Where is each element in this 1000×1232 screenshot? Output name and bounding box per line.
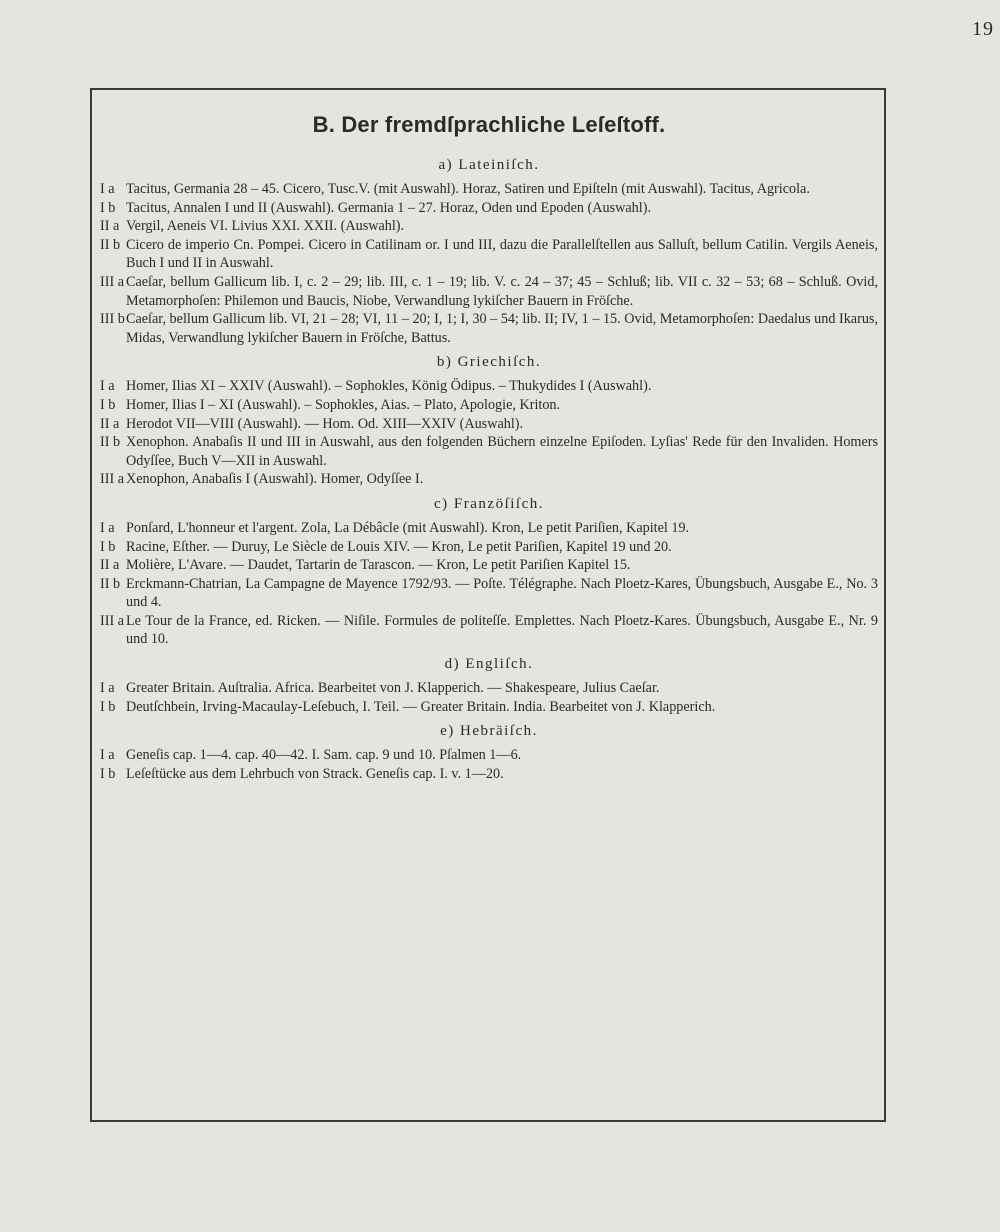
entry-grade: I b xyxy=(100,199,116,216)
entry-grade: II b xyxy=(100,575,121,592)
entry-grade: III a xyxy=(100,471,125,488)
entry-grade: II a xyxy=(100,557,120,574)
reading-entry xyxy=(100,236,878,273)
entry-text: Caeſar, bellum Gallicum lib. I, c. 2 – 29; lib. III, c. 1 – 19; lib. V. c. 24 – 37; 45 – Schluß; lib. VII c. 32 – 53; 68 – Schluß. Ovid, Metamorphoſen: Philemon und Baucis, Niobe, Verwandlung lykiſcher Bauern in Fröſche. xyxy=(126,273,878,309)
language-section xyxy=(100,721,878,783)
reading-entry xyxy=(100,180,878,199)
entry-grade: I a xyxy=(100,747,115,764)
reading-entry xyxy=(100,698,878,717)
entry-text: Geneſis cap. 1—4. cap. 40—42. I. Sam. cap. 9 und 10. Pſalmen 1—6. xyxy=(126,747,522,764)
entry-text: Homer, Ilias I – XI (Auswahl). – Sophokles, Aias. – Plato, Apologie, Kriton. xyxy=(126,396,561,413)
entry-grade: II b xyxy=(100,434,121,451)
entry-text: Molière, L'Avare. — Daudet, Tartarin de Tarascon. — Kron, Le petit Pariſien Kapitel 15. xyxy=(126,557,631,574)
entry-text: Racine, Eſther. — Duruy, Le Siècle de Louis XIV. — Kron, Le petit Pariſien, Kapitel 19 und 20. xyxy=(126,538,672,555)
entry-grade: I b xyxy=(100,765,116,782)
reading-entry xyxy=(100,746,878,765)
reading-entry xyxy=(100,575,878,612)
entry-text: Homer, Ilias XI – XXIV (Auswahl). – Sophokles, König Ödipus. – Thukydides I (Auswahl). xyxy=(126,378,652,395)
entry-text: Xenophon. Anabaſis II und III in Auswahl, aus den folgenden Büchern einzelne Epiſoden. Lyſias' Rede für den Invaliden. Homers Odyſſee, Buch V—XII in Auswahl. xyxy=(126,434,878,469)
reading-entry xyxy=(100,519,878,538)
entry-text: Vergil, Aeneis VI. Livius XXI. XXII. (Auswahl). xyxy=(126,218,405,235)
language-section xyxy=(100,352,878,489)
reading-entry xyxy=(100,217,878,236)
section-heading: c) Franzöſiſch. xyxy=(434,495,544,512)
entry-grade: I b xyxy=(100,698,116,715)
entry-grade: III a xyxy=(100,273,125,290)
section-heading: a) Lateiniſch. xyxy=(438,157,540,173)
entry-text: Leſeſtücke aus dem Lehrbuch von Strack. Geneſis cap. I. v. 1—20. xyxy=(126,765,504,782)
section-heading: d) Engliſch. xyxy=(444,656,534,673)
entry-grade: I b xyxy=(100,538,116,555)
language-section xyxy=(100,155,878,347)
entry-grade: I b xyxy=(100,396,116,413)
reading-entry xyxy=(100,765,878,784)
entry-grade: I a xyxy=(100,680,115,697)
entry-text: Cicero de imperio Cn. Pompei. Cicero in Catilinam or. I und III, dazu die Parallelſtellen aus Salluſt, bellum Catilin. Vergils Aeneis, Buch I und II in Auswahl. xyxy=(126,236,878,272)
language-section xyxy=(100,494,878,649)
reading-entry xyxy=(100,470,878,489)
reading-entry xyxy=(100,538,878,557)
entry-text: Caeſar, bellum Gallicum lib. VI, 21 – 28; VI, 11 – 20; I, 1; I, 30 – 54; lib. II; IV, 1 – 15. Ovid, Metamorphoſen: Daedalus und Ikarus, Midas, Verwandlung lykiſcher Bauern in Fröſche, Battus. xyxy=(126,311,878,346)
reading-entry xyxy=(100,612,878,649)
language-section xyxy=(100,654,878,716)
entry-grade: I a xyxy=(100,378,115,395)
entry-text: Tacitus, Annalen I und II (Auswahl). Germania 1 – 27. Horaz, Oden und Epoden (Auswahl). xyxy=(126,199,651,216)
reading-entry xyxy=(100,556,878,575)
section-heading: e) Hebräiſch. xyxy=(440,723,538,740)
reading-entry xyxy=(100,415,878,434)
reading-entry xyxy=(100,679,878,698)
entry-grade: I a xyxy=(100,519,115,536)
entry-text: Deutſchbein, Irving-Macaulay-Leſebuch, I. Teil. — Greater Britain. India. Bearbeitet von J. Klapperich. xyxy=(126,698,716,715)
page-number: 19 xyxy=(972,18,994,40)
reading-entry xyxy=(100,199,878,218)
reading-entry xyxy=(100,377,878,396)
entry-grade: II b xyxy=(100,236,121,253)
entry-text: Erckmann-Chatrian, La Campagne de Mayence 1792/93. — Poſte. Télégraphe. Nach Ploetz-Kares, Übungsbuch, Ausgabe E., No. 3 und 4. xyxy=(126,575,878,611)
reading-entry xyxy=(100,273,878,310)
entry-text: Herodot VII—VIII (Auswahl). — Hom. Od. XIII—XXIV (Auswahl). xyxy=(126,415,524,432)
section-heading: b) Griechiſch. xyxy=(436,354,542,371)
entry-text: Greater Britain. Auſtralia. Africa. Bearbeitet von J. Klapperich. — Shakespeare, Julius Caeſar. xyxy=(126,680,660,697)
entry-text: Le Tour de la France, ed. Ricken. — Niſile. Formules de politeſſe. Emplettes. Nach Ploetz-Kares. Übungsbuch, Ausgabe E., Nr. 9 und 10. xyxy=(126,612,878,648)
reading-entry xyxy=(100,433,878,470)
page-title: B. Der fremdſprachliche Leſeſtoff. xyxy=(312,112,666,137)
reading-list xyxy=(100,112,878,783)
sections-container xyxy=(100,155,878,783)
reading-entry xyxy=(100,396,878,415)
entry-grade: II a xyxy=(100,415,120,432)
entry-grade: III a xyxy=(100,612,125,629)
entry-text: Xenophon, Anabaſis I (Auswahl). Homer, Odyſſee I. xyxy=(126,471,424,488)
entry-grade: II a xyxy=(100,218,120,235)
reading-entry xyxy=(100,310,878,347)
entry-text: Tacitus, Germania 28 – 45. Cicero, Tusc.V. (mit Auswahl). Horaz, Satiren und Epiſteln (mit Auswahl). Tacitus, Agricola. xyxy=(126,181,810,197)
entry-grade: III b xyxy=(100,311,125,328)
entry-grade: I a xyxy=(100,181,115,197)
entry-text: Ponſard, L'honneur et l'argent. Zola, La Débâcle (mit Auswahl). Kron, Le petit Pariſien, Kapitel 19. xyxy=(126,519,690,536)
